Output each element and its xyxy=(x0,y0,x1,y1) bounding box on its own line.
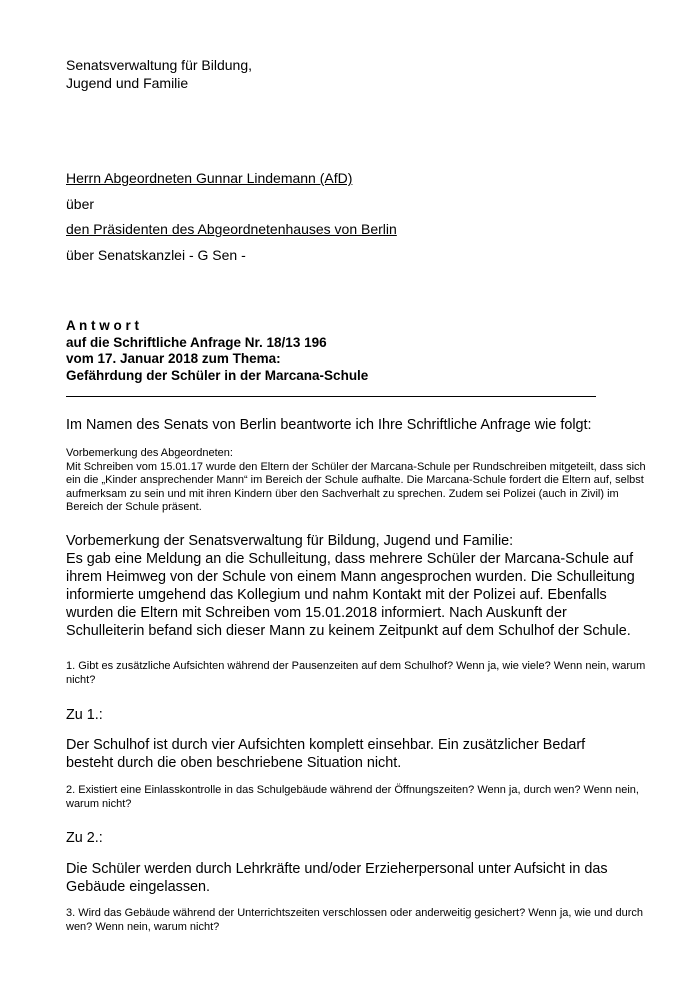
title-line-4: Gefährdung der Schüler in der Marcana-Schule xyxy=(66,367,369,383)
recipient-chancellery: über Senatskanzlei - G Sen - xyxy=(66,247,246,263)
prelim-deputy-text: Mit Schreiben vom 15.01.17 wurde den Eltern der Schüler der Marcana-Schule per Rundschreiben mitgeteilt, dass sich ein die „Kinder ansprechender Mann“ im Bereich der Schule aufhalte. Die Marcana-Schule fordert die Eltern auf, selbst aufmerksam zu sein und mit ihren Kindern über den Sachverhalt zu sprechen. Zudem sei Polizei (auch in Zivil) im Bereich der Schule präsent. xyxy=(66,460,646,513)
sender-block xyxy=(66,56,252,92)
prelim-senate-heading: Vorbemerkung der Senatsverwaltung für Bildung, Jugend und Familie: xyxy=(66,533,514,549)
question-1: 1. Gibt es zusätzliche Aufsichten während der Pausenzeiten auf dem Schulhof? Wenn ja, wie viele? Wenn nein, warum nicht? xyxy=(66,660,646,686)
prelim-deputy xyxy=(66,447,646,515)
prelim-senate xyxy=(66,532,636,640)
answer-2-label: Zu 2.: xyxy=(66,830,103,846)
sender-line-2: Jugend und Familie xyxy=(66,75,189,91)
answer-1-label: Zu 1.: xyxy=(66,707,103,723)
recipient-name: Herrn Abgeordneten Gunnar Lindemann (AfD) xyxy=(66,170,353,186)
prelim-senate-text: Es gab eine Meldung an die Schulleitung, dass mehrere Schüler der Marcana-Schule auf ihrem Heimweg von der Schule von einem Mann angesprochen wurden. Die Schulleitung informierte umgehend das Kollegium und nahm Kontakt mit der Polizei auf. Ebenfalls wurden die Eltern mit Schreiben vom 15.01.2018 informiert. Nach Auskunft der Schulleiterin befand sich dieser Mann zu keinem Zeitpunkt auf dem Schulhof der Schule. xyxy=(66,551,635,639)
question-2: 2. Existiert eine Einlasskontrolle in das Schulgebäude während der Öffnungszeiten? Wenn ja, durch wen? Wenn nein, warum nicht? xyxy=(66,784,639,810)
recipient-via: über xyxy=(66,196,95,212)
title-line-3: vom 17. Januar 2018 zum Thema: xyxy=(66,351,281,366)
sender-line-1: Senatsverwaltung für Bildung, xyxy=(66,57,252,73)
answer-2: Die Schüler werden durch Lehrkräfte und/oder Erzieherpersonal unter Aufsicht in das Gebäude eingelassen. xyxy=(66,861,608,895)
title-line-1: A n t w o r t xyxy=(66,318,139,333)
answer-1: Der Schulhof ist durch vier Aufsichten komplett einsehbar. Ein zusätzlicher Bedarf besteht durch die oben beschriebene Situation nicht. xyxy=(66,737,586,771)
recipient-president: den Präsidenten des Abgeordnetenhauses von Berlin xyxy=(66,221,397,237)
document-title xyxy=(66,318,368,384)
intro-text: Im Namen des Senats von Berlin beantworte ich Ihre Schriftliche Anfrage wie folgt: xyxy=(66,417,592,433)
title-divider xyxy=(66,396,596,397)
title-line-2: auf die Schriftliche Anfrage Nr. 18/13 196 xyxy=(66,334,327,350)
question-3: 3. Wird das Gebäude während der Unterrichtszeiten verschlossen oder anderweitig gesichert? Wenn ja, wie und durch wen? Wenn nein, warum nicht? xyxy=(66,907,643,933)
prelim-deputy-heading: Vorbemerkung des Abgeordneten: xyxy=(66,447,233,459)
